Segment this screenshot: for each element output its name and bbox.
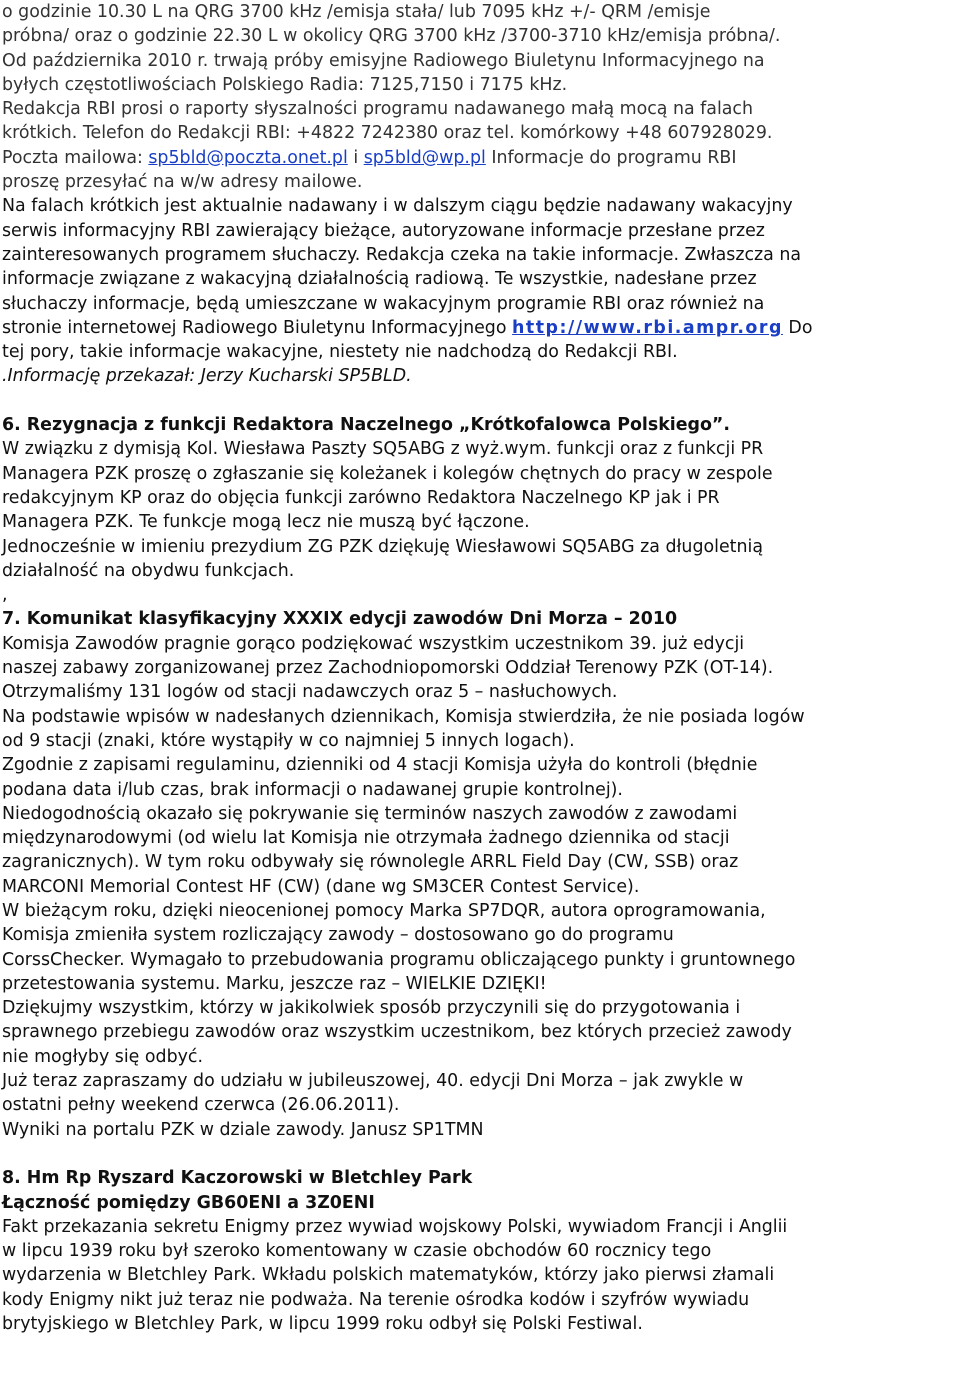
- section-body: [2, 1215, 960, 1336]
- text-line: Redakcja RBI prosi o raporty słyszalności programu nadawanego małą mocą na falach: [2, 99, 754, 120]
- text-fragment: i: [347, 147, 364, 168]
- text-line: działalność na obydwu funkcjach.: [2, 560, 295, 581]
- text-line: wydarzenia w Bletchley Park. Wkładu polskich matematyków, którzy jako pierwsi złamali: [2, 1265, 775, 1286]
- text-fragment: Do: [782, 317, 813, 338]
- text-line: W bieżącym roku, dzięki nieocenionej pomocy Marka SP7DQR, autora oprogramowania,: [2, 900, 766, 921]
- section-7: [2, 607, 960, 1142]
- text-line: zainteresowanych programem słuchaczy. Redakcja czeka na takie informacje. Zwłaszcza na: [2, 244, 802, 265]
- text-line: Niedogodnością okazało się pokrywanie się terminów naszych zawodów z zawodami: [2, 803, 738, 824]
- section-body: [2, 632, 960, 1142]
- text-line: zagranicznych). W tym roku odbywały się równolegle ARRL Field Day (CW, SSB) oraz: [2, 852, 739, 873]
- stray-comma: ,: [2, 585, 8, 606]
- text-line: informacje związane z wakacyjną działalnością radiową. Te wszystkie, nadesłane przez: [2, 269, 757, 290]
- text-line: naszej zabawy zorganizowanej przez Zachodniopomorski Oddział Terenowy PZK (OT-14).: [2, 658, 774, 679]
- text-line: proszę przesyłać na w/w adresy mailowe.: [2, 172, 363, 193]
- text-fragment: Informacje do programu RBI: [485, 147, 737, 168]
- section-6: [2, 413, 960, 607]
- text-line: w lipcu 1939 roku był szeroko komentowany w czasie obchodów 60 rocznicy tego: [2, 1241, 712, 1262]
- text-line: Otrzymaliśmy 131 logów od stacji nadawczych oraz 5 – nasłuchowych.: [2, 682, 618, 703]
- text-line: Na falach krótkich jest aktualnie nadawany i w dalszym ciągu będzie nadawany wakacyjny: [2, 196, 793, 217]
- text-line: sprawnego przebiegu zawodów oraz wszystkim uczestnikom, bez których przecież zawody: [2, 1022, 792, 1043]
- text-line: krótkich. Telefon do Redakcji RBI: +4822 7242380 oraz tel. komórkowy +48 607928029.: [2, 123, 773, 144]
- text-line: podana data i/lub czas, brak informacji o nadawanej grupie kontrolnej).: [2, 779, 623, 800]
- text-line: Komisja Zawodów pragnie gorąco podziękować wszystkim uczestnikom 39. już edycji: [2, 633, 745, 654]
- text-line: od 9 stacji (znaki, które wystąpiły w co najmniej 5 innych logach).: [2, 730, 575, 751]
- text-line: Managera PZK. Te funkcje mogą lecz nie muszą być łączone.: [2, 512, 530, 533]
- text-line: kody Enigmy nikt już teraz nie podważa. Na terenie ośrodka kodów i szyfrów wywiadu: [2, 1289, 750, 1310]
- section-8: [2, 1166, 960, 1336]
- text-line: międzynarodowymi (od wielu lat Komisja nie otrzymała żadnego dziennika od stacji: [2, 828, 730, 849]
- text-line: próbna/ oraz o godzinie 22.30 L w okolicy QRG 3700 kHz /3700-3710 kHz/emisja próbna/.: [2, 26, 781, 47]
- text-line: brytyjskiego w Bletchley Park, w lipcu 1999 roku odbył się Polski Festiwal.: [2, 1314, 643, 1335]
- text-line: redakcyjnym KP oraz do objęcia funkcji zarówno Redaktora Naczelnego KP jak i PR: [2, 487, 720, 508]
- text-line: CorssChecker. Wymagało to przebudowania programu obliczającego punkty i gruntownego: [2, 949, 796, 970]
- text-line: Fakt przekazania sekretu Enigmy przez wywiad wojskowy Polski, wywiadom Francji i Anglii: [2, 1216, 788, 1237]
- text-line: Już teraz zapraszamy do udziału w jubileuszowej, 40. edycji Dni Morza – jak zwykle w: [2, 1071, 744, 1092]
- text-line: nie mogłyby się odbyć.: [2, 1046, 204, 1067]
- section-subheading: Łączność pomiędzy GB60ENI a 3Z0ENI: [2, 1192, 375, 1213]
- text-line: MARCONI Memorial Contest HF (CW) (dane wg SM3CER Contest Service).: [2, 876, 640, 897]
- text-line: Dziękujmy wszystkim, którzy w jakikolwiek sposób przyczynili się do przygotowania i: [2, 998, 741, 1019]
- text-line: Od października 2010 r. trwają próby emisyjne Radiowego Biuletynu Informacyjnego na: [2, 50, 765, 71]
- text-fragment: stronie internetowej Radiowego Biuletynu Informacyjnego: [2, 317, 513, 338]
- text-line: serwis informacyjny RBI zawierający bieżące, autoryzowane informacje przesłane przez: [2, 220, 765, 241]
- spacer: [2, 389, 960, 413]
- text-line: byłych częstotliwościach Polskiego Radia: 7125,7150 i 7175 kHz.: [2, 74, 568, 95]
- email-link-onet[interactable]: sp5bld@poczta.onet.pl: [148, 147, 348, 168]
- text-line: Managera PZK proszę o zgłaszanie się koleżanek i kolegów chętnych do pracy w zespole: [2, 463, 773, 484]
- email-link-wp[interactable]: sp5bld@wp.pl: [363, 147, 486, 168]
- text-line: słuchaczy informacje, będą umieszczane w wakacyjnym programie RBI oraz również na: [2, 293, 765, 314]
- url-line: [2, 316, 960, 340]
- rbi-website-link[interactable]: http://www.rbi.ampr.org: [512, 317, 783, 338]
- text-line: Zgodnie z zapisami regulaminu, dzienniki od 4 stacji Komisja użyła do kontroli (błędnie: [2, 755, 758, 776]
- rbi-section: [2, 0, 960, 389]
- text-line: tej pory, takie informacje wakacyjne, niestety nie nadchodzą do Redakcji RBI.: [2, 342, 678, 363]
- text-line: Jednocześnie w imieniu prezydium ZG PZK dziękuję Wiesławowi SQ5ABG za długoletnią: [2, 536, 763, 557]
- document-page: [2, 0, 960, 1336]
- text-fragment: Poczta mailowa:: [2, 147, 149, 168]
- text-line: ostatni pełny weekend czerwca (26.06.2011).: [2, 1095, 400, 1116]
- author-credit: .Informację przekazał: Jerzy Kucharski SP5BLD.: [2, 366, 412, 387]
- text-line: Na podstawie wpisów w nadesłanych dziennikach, Komisja stwierdziła, że nie posiada logów: [2, 706, 805, 727]
- section-heading: 6. Rezygnacja z funkcji Redaktora Naczelnego „Krótkofalowca Polskiego”.: [2, 415, 730, 436]
- text-line: o godzinie 10.30 L na QRG 3700 kHz /emisja stała/ lub 7095 kHz +/- QRM /emisje: [2, 2, 711, 22]
- email-line: [2, 146, 960, 170]
- text-line: przetestowania systemu. Marku, jeszcze raz – WIELKIE DZIĘKI!: [2, 973, 547, 994]
- section-heading: 8. Hm Rp Ryszard Kaczorowski w Bletchley Park: [2, 1168, 473, 1189]
- section-heading: 7. Komunikat klasyfikacyjny XXXIX edycji zawodów Dni Morza – 2010: [2, 609, 678, 630]
- spacer: [2, 1142, 960, 1166]
- text-line: Komisja zmieniła system rozliczający zawody – dostosowano go do programu: [2, 925, 674, 946]
- text-line: Wyniki na portalu PZK w dziale zawody. Janusz SP1TMN: [2, 1119, 484, 1140]
- text-line: W związku z dymisją Kol. Wiesława Paszty SQ5ABG z wyż.wym. funkcji oraz z funkcji PR: [2, 439, 764, 460]
